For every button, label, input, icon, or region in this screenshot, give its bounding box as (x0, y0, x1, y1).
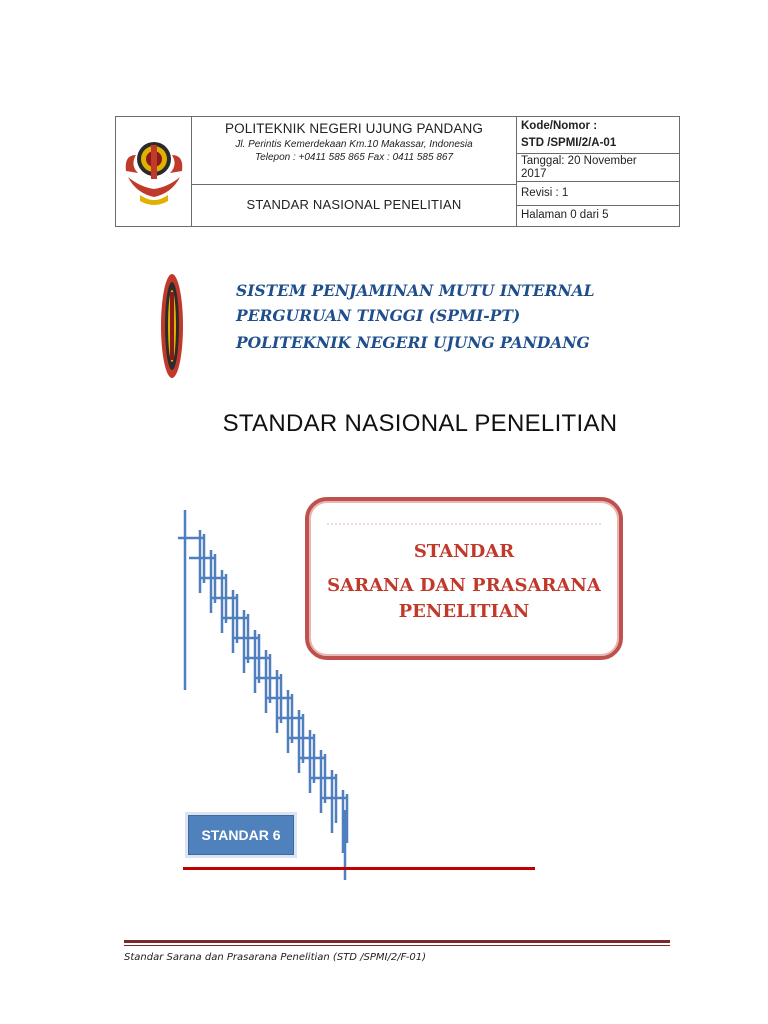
header-document-title: STANDAR NASIONAL PENELITIAN (246, 197, 462, 212)
header-divider (516, 205, 679, 206)
footer-rule (124, 945, 670, 946)
code-label: Kode/Nomor : (521, 120, 598, 132)
footer-text: Standar Sarana dan Prasarana Penelitian (STD /SPMI/2/F-01) (124, 952, 427, 963)
header-divider (516, 181, 679, 182)
institution-address: Jl. Perintis Kemerdekaan Km.10 Makassar, Indonesia (235, 139, 473, 150)
main-title: STANDAR NASIONAL PENELITIAN (222, 410, 618, 437)
revision: Revisi : 1 (521, 187, 569, 199)
system-title-line1: SISTEM PENJAMINAN MUTU INTERNAL (236, 281, 595, 300)
date-line2: 2017 (521, 168, 547, 180)
footer-rule (124, 940, 670, 943)
system-title-line2: PERGURUAN TINGGI (SPMI-PT) (236, 306, 521, 325)
institution-phone: Telepon : +0411 585 865 Fax : 0411 585 867 (254, 152, 454, 163)
header-divider (516, 153, 679, 154)
date-line1: Tanggal: 20 November (521, 155, 637, 167)
page-number: Halaman 0 dari 5 (521, 209, 609, 221)
side-emblem-logo (160, 272, 184, 380)
standard-number-badge: STANDAR 6 (188, 815, 294, 855)
code-value: STD /SPMI/2/A-01 (521, 137, 617, 149)
box-title-line1: STANDAR (413, 541, 515, 562)
document-header-table (115, 116, 680, 227)
box-title-line2: SARANA DAN PRASARANA (327, 575, 601, 596)
box-title-line3: PENELITIAN (398, 601, 530, 622)
decorative-dots (327, 523, 601, 525)
institution-logo (122, 133, 186, 211)
header-divider (516, 117, 517, 226)
system-title-line3: POLITEKNIK NEGERI UJUNG PANDANG (236, 333, 590, 352)
base-line (183, 867, 535, 870)
institution-name: POLITEKNIK NEGERI UJUNG PANDANG (225, 121, 483, 136)
header-divider (191, 184, 516, 185)
